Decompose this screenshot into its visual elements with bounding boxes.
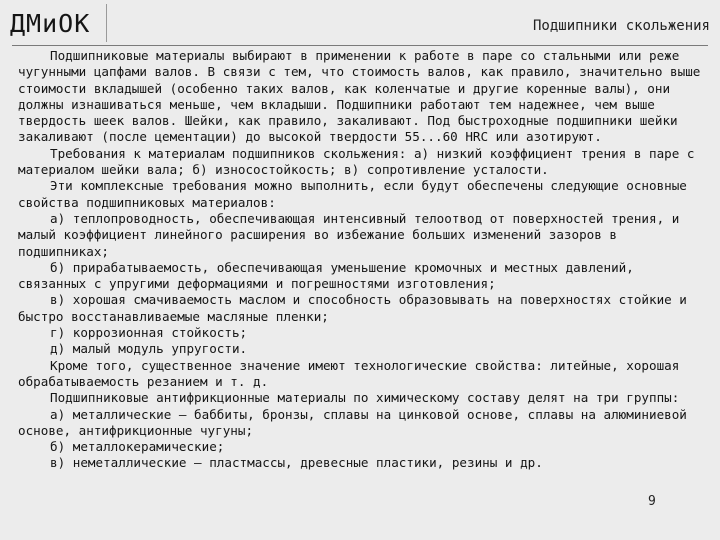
list-item-g: г) коррозионная стойкость; xyxy=(50,325,248,341)
list-item-d: д) малый модуль упругости. xyxy=(50,341,248,357)
list-item-v: в) хорошая смачиваемость маслом и способность образовывать на поверхностях стойкие и быстро восстанавливаемые масляные пленки; xyxy=(18,292,687,324)
brand-logo-text: ДМиОК xyxy=(10,4,107,42)
paragraph-properties-intro: Эти комплексные требования можно выполнить, если будут обеспечены следующие основные свойства подшипниковых материалов: xyxy=(18,178,687,210)
slide-header xyxy=(0,0,720,45)
header-divider xyxy=(12,45,708,46)
paragraph-intro: Подшипниковые материалы выбирают в применении к работе в паре со стальными или реже чугунными цапфами валов. В связи с тем, что стоимость валов, как правило, значительно выше стоимости вкладышей (особенно таких валов, как коленчатые и другие коренные валы), они должны изнашиваться меньше, чем вкладыши. Подшипники работают тем надежнее, чем выше твердость шеек валов. Шейки, как правило, закаливают. Под быстроходные подшипники шейки закаливают (после цементации) до высокой твердости 55...60 HRC или азотируют. xyxy=(18,48,701,145)
paragraph-technological: Кроме того, существенное значение имеют технологические свойства: литейные, хорошая обрабатываемость резанием и т. д. xyxy=(18,357,680,389)
slide-title: Подшипники скольжения xyxy=(532,18,710,34)
list-item-a: а) теплопроводность, обеспечивающая интенсивный телоотвод от поверхностей трения, и малый коэффициент линейного расширения во избежание больших изменений зазоров в подшипниках; xyxy=(18,210,680,259)
paragraph-requirements: Требования к материалам подшипников скольжения: а) низкий коэффициент трения в паре с материалом шейки вала; б) износостойкость; в) сопротивление усталости. xyxy=(18,145,695,178)
page-number: 9 xyxy=(648,494,656,509)
group-item-b: б) металлокерамические; xyxy=(50,439,225,455)
slide-body xyxy=(18,48,702,472)
group-item-a: а) металлические – баббиты, бронзы, сплавы на цинковой основе, сплавы на алюминиевой основе, антифрикционные чугуны; xyxy=(18,406,687,438)
paragraph-groups-intro: Подшипниковые антифрикционные материалы по химическому составу делят на три группы: xyxy=(50,390,680,406)
list-item-b: б) прирабатываемость, обеспечивающая уменьшение кромочных и местных давлений, связанных с упругими деформациями и погрешностями изготовления; xyxy=(18,259,634,292)
group-item-v: в) неметаллические – пластмассы, древесные пластики, резины и др. xyxy=(50,455,543,471)
